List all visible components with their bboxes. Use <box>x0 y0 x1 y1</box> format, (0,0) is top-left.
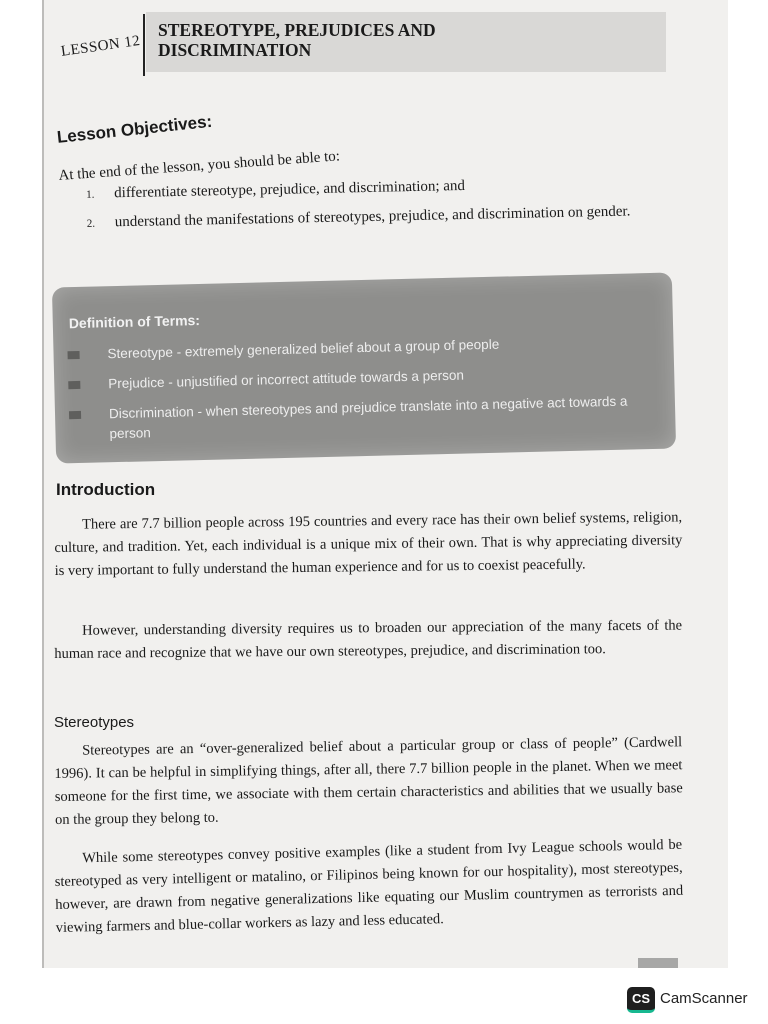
scanned-page <box>42 0 728 968</box>
definition-item <box>94 361 654 395</box>
objective-item <box>81 200 681 234</box>
definition-text: Discrimination - when stereotypes and prejudice translate into a negative act towards a person <box>108 393 628 442</box>
introduction-heading: Introduction <box>56 480 156 499</box>
objectives-intro: At the end of the lesson, you should be able to: <box>58 148 341 184</box>
definition-title: Definition of Terms: <box>68 311 201 332</box>
objectives-heading: Lesson Objectives: <box>56 111 214 147</box>
lesson-title <box>158 20 638 60</box>
definition-text: Prejudice - unjustified or incorrect attitude towards a person <box>108 367 465 392</box>
definition-item <box>93 331 653 365</box>
stereotypes-paragraph-1: Stereotypes are an “over-generalized belief about a particular group or class of people” (Cardwell 1996). It can be helpful in simplifying things, after all, there 7.7 billion people in the planet. When we meet someone for the first time, we associate with them certain characteristics and abilities that we usually base on the group they belong to. <box>54 734 683 828</box>
bullet-icon <box>68 351 80 359</box>
introduction-paragraph-2: However, understanding diversity requires us to broaden our appreciation of the many facets of the human race and recognize that we have our own stereotypes, prejudice, and discrimination too. <box>54 617 683 662</box>
objective-text: understand the manifestations of stereotypes, prejudice, and discrimination on gender. <box>114 203 631 231</box>
lesson-title-line2: DISCRIMINATION <box>158 40 312 60</box>
bullet-icon <box>68 381 80 389</box>
definition-item <box>95 391 656 445</box>
introduction-paragraph-1: There are 7.7 billion people across 195 countries and every race has their own belief systems, religion, culture, and tradition. Yet, each individual is a unique mix of their own. That is why appreciating diversity is very important to fully understand the human experience and for us to coexist peacefully. <box>54 509 683 579</box>
stereotypes-heading: Stereotypes <box>54 714 135 731</box>
objective-number: 1. <box>86 188 95 201</box>
lesson-title-line1: STEREOTYPE, PREJUDICES AND <box>158 20 436 40</box>
camscanner-logo: CS <box>627 987 655 1013</box>
objective-number: 2. <box>86 217 96 230</box>
definition-text: Stereotype - extremely generalized belief about a group of people <box>107 336 500 362</box>
lesson-label: LESSON 12 <box>60 32 142 60</box>
page-edge <box>42 0 44 968</box>
camscanner-label: CamScanner <box>660 990 748 1007</box>
header-divider <box>143 14 145 76</box>
definition-box <box>52 272 676 463</box>
stereotypes-paragraph-2: While some stereotypes convey positive examples (like a student from Ivy League schools would be stereotyped as very intelligent or matalino, or Filipinos being known for our hospitality), most stereotypes, however, are drawn from negative generalizations like equating our Muslim countrymen as terrorists and viewing farmers and blue-collar workers as lazy and less educated. <box>54 836 684 936</box>
objectives-list <box>80 171 681 242</box>
scan-artifact <box>638 958 678 968</box>
bullet-icon <box>69 411 81 419</box>
objective-text: differentiate stereotype, prejudice, and discrimination; and <box>114 177 466 202</box>
definition-list <box>93 331 656 455</box>
